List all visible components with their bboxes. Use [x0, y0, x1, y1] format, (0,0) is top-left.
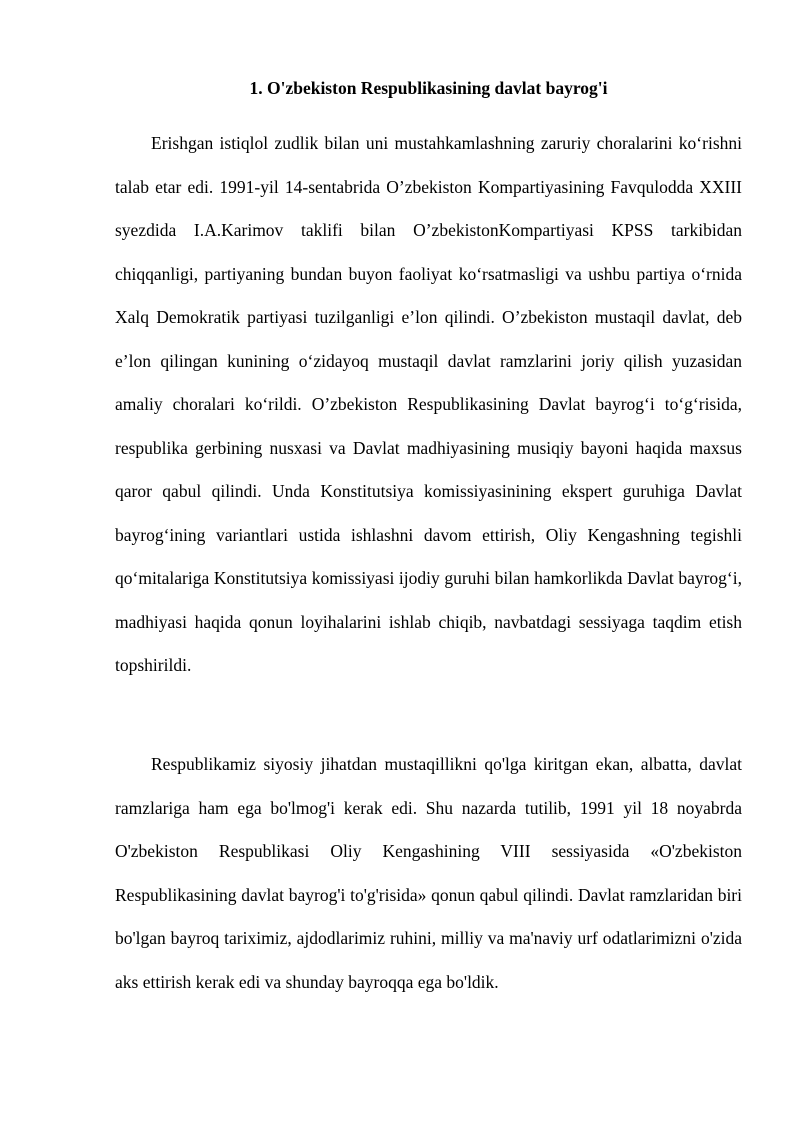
paragraph-2: Respublikamiz siyosiy jihatdan mustaqillikni qo'lga kiritgan ekan, albatta, davlat ramzlariga ham ega bo'lmog'i kerak edi. Shu nazarda tutilib, 1991 yil 18 noyabrda O'zbekiston Respublikasi Oliy Kengashining VIII sessiyasida «O'zbekiston Respublikasining davlat bayrog'i to'g'risida» qonun qabul qilindi. Davlat ramzlaridan biri bo'lgan bayroq tariximiz, ajdodlarimiz ruhini, milliy va ma'naviy urf odatlarimizni o'zida aks ettirish kerak edi va shunday bayroqqa ega bo'ldik. — [115, 754, 742, 992]
section-heading: 1. O'zbekiston Respublikasining davlat bayrog'i — [249, 78, 608, 98]
paragraph-1: Erishgan istiqlol zudlik bilan uni mustahkamlashning zaruriy choralarini ko‘rishni talab etar edi. 1991-yil 14-sentabrida O’zbekiston Kompartiyasining Favqulodda XXIII syezdida I.A.Karimov taklifi bilan O’zbekistonKompartiyasi KPSS tarkibidan chiqqanligi, partiyaning bundan buyon faoliyat ko‘rsatmasligi va ushbu partiya o‘rnida Xalq Demokratik partiyasi tuzilganligi e’lon qilindi. O’zbekiston mustaqil davlat, deb e’lon qilingan kunining o‘zidayoq mustaqil davlat ramzlarini joriy qilish yuzasidan amaliy choralari ko‘rildi. O’zbekiston Respublikasining Davlat bayrog‘i to‘g‘risida, respublika gerbining nusxasi va Davlat madhiyasining musiqiy bayoni haqida maxsus qaror qabul qilindi. Unda Konstitutsiya komissiyasinining ekspert guruhiga Davlat bayrog‘ining variantlari ustida ishlashni davom ettirish, Oliy Kengashning tegishli qo‘mitalariga Konstitutsiya komissiyasi ijodiy guruhi bilan hamkorlikda Davlat bayrog‘i, madhiyasi haqida qonun loyihalarini ishlab chiqib, navbatdagi sessiyaga taqdim etish topshirildi. — [115, 133, 742, 675]
